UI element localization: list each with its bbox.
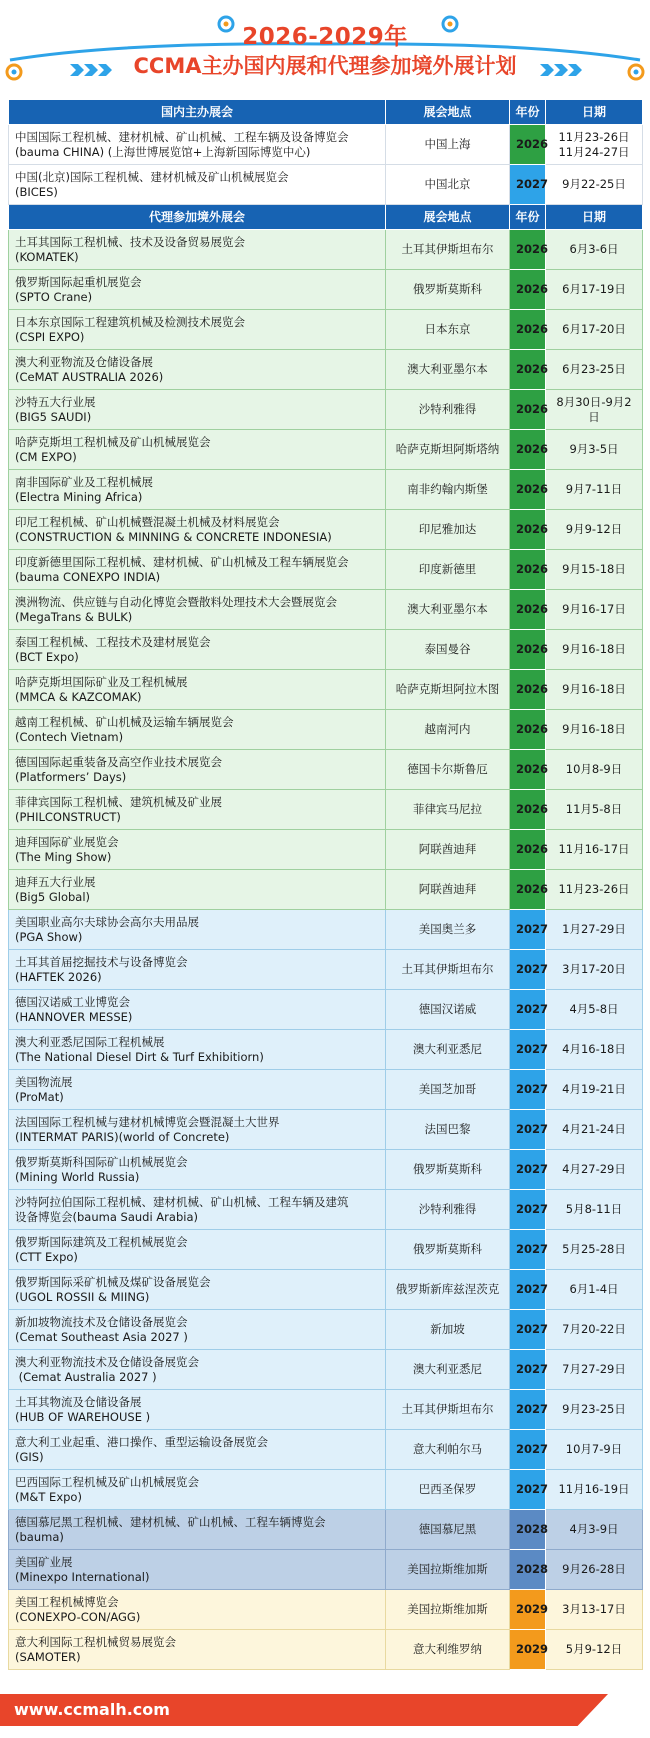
exhibition-year: 2026 (510, 390, 546, 430)
exhibition-name-en: (ProMat) (15, 1089, 64, 1104)
exhibition-place: 哈萨克斯坦阿斯塔纳 (386, 430, 510, 470)
exhibition-name (9, 910, 386, 950)
exhibition-year: 2026 (510, 630, 546, 670)
table-row (9, 1270, 643, 1310)
table-row (9, 350, 643, 390)
exhibition-name-en: (bauma CONEXPO INDIA) (15, 569, 161, 584)
exhibition-name-cn: 德国汉诺威工业博览会 (15, 995, 130, 1009)
exhibition-year: 2026 (510, 310, 546, 350)
exhibition-name (9, 165, 386, 205)
exhibition-name (9, 1150, 386, 1190)
exhibition-name-cn: 沙特阿拉伯国际工程机械、建材机械、矿山机械、工程车辆及建筑 (15, 1195, 349, 1209)
table-row (9, 510, 643, 550)
exhibition-name-cn: 美国职业高尔夫球协会高尔夫用品展 (15, 915, 199, 929)
exhibition-year: 2029 (510, 1590, 546, 1630)
column-header-year: 年份 (510, 100, 546, 125)
exhibition-year: 2026 (510, 125, 546, 165)
table-row (9, 1070, 643, 1110)
exhibition-name (9, 590, 386, 630)
exhibition-place: 俄罗斯莫斯科 (386, 1150, 510, 1190)
table-row (9, 590, 643, 630)
exhibition-year: 2026 (510, 510, 546, 550)
exhibition-date: 4月19-21日 (546, 1070, 643, 1110)
exhibition-name-cn: 澳大利亚物流技术及仓储设备展览会 (15, 1355, 199, 1369)
exhibition-year: 2027 (510, 910, 546, 950)
exhibition-name (9, 870, 386, 910)
exhibition-name (9, 310, 386, 350)
column-header-name: 国内主办展会 (9, 100, 386, 125)
exhibition-year: 2026 (510, 790, 546, 830)
exhibition-place: 澳大利亚悉尼 (386, 1350, 510, 1390)
exhibition-year: 2026 (510, 230, 546, 270)
exhibition-name (9, 950, 386, 990)
exhibition-date: 5月8-11日 (546, 1190, 643, 1230)
exhibition-place: 德国慕尼黑 (386, 1510, 510, 1550)
exhibition-place: 法国巴黎 (386, 1110, 510, 1150)
column-header-place: 展会地点 (386, 100, 510, 125)
exhibition-name (9, 1430, 386, 1470)
table-row (9, 310, 643, 350)
exhibition-place: 俄罗斯莫斯科 (386, 1230, 510, 1270)
exhibition-year: 2026 (510, 470, 546, 510)
exhibition-place: 土耳其伊斯坦布尔 (386, 950, 510, 990)
exhibition-date: 11月23-26日 (546, 870, 643, 910)
table-row (9, 390, 643, 430)
exhibition-name-en: (HAFTEK 2026) (15, 969, 102, 984)
exhibition-date: 5月9-12日 (546, 1630, 643, 1670)
exhibition-name-en: (PGA Show) (15, 929, 83, 944)
table-row (9, 1190, 643, 1230)
exhibition-table (8, 99, 643, 1670)
exhibition-name-cn: 南非国际矿业及工程机械展 (15, 475, 153, 489)
table-row (9, 1390, 643, 1430)
exhibition-place: 新加坡 (386, 1310, 510, 1350)
table-row (9, 1510, 643, 1550)
table-row (9, 550, 643, 590)
table-header-row (9, 205, 643, 230)
exhibition-name-en: (CSPI EXPO) (15, 329, 85, 344)
table-row (9, 870, 643, 910)
exhibition-name-cn: 俄罗斯莫斯科国际矿山机械展览会 (15, 1155, 188, 1169)
exhibition-name-cn: 新加坡物流技术及仓储设备展览会 (15, 1315, 188, 1329)
exhibition-place: 哈萨克斯坦阿拉木图 (386, 670, 510, 710)
table-row (9, 1310, 643, 1350)
exhibition-place: 泰国曼谷 (386, 630, 510, 670)
exhibition-date: 9月16-18日 (546, 630, 643, 670)
exhibition-year: 2028 (510, 1510, 546, 1550)
exhibition-year: 2027 (510, 1470, 546, 1510)
exhibition-name-cn: 日本东京国际工程建筑机械及检测技术展览会 (15, 315, 245, 329)
exhibition-year: 2026 (510, 750, 546, 790)
exhibition-name (9, 990, 386, 1030)
exhibition-name-en: (M&T Expo) (15, 1489, 82, 1504)
exhibition-name-cn: 巴西国际工程机械及矿山机械展览会 (15, 1475, 199, 1489)
exhibition-date: 6月17-19日 (546, 270, 643, 310)
exhibition-name (9, 1470, 386, 1510)
exhibition-name-cn: 土耳其首届挖掘技术与设备博览会 (15, 955, 188, 969)
exhibition-place: 意大利帕尔马 (386, 1430, 510, 1470)
table-row (9, 630, 643, 670)
exhibition-date: 5月25-28日 (546, 1230, 643, 1270)
exhibition-date: 9月15-18日 (546, 550, 643, 590)
exhibition-place: 沙特利雅得 (386, 390, 510, 430)
table-row (9, 950, 643, 990)
exhibition-place: 阿联酋迪拜 (386, 830, 510, 870)
exhibition-name-en: (Minexpo International) (15, 1569, 150, 1584)
exhibition-name-cn: 意大利工业起重、港口操作、重型运输设备展览会 (15, 1435, 268, 1449)
page-title: CCMA主办国内展和代理参加境外展计划 (133, 54, 517, 78)
column-header-date: 日期 (546, 100, 643, 125)
exhibition-name-cn: 菲律宾国际工程机械、建筑机械及矿业展 (15, 795, 222, 809)
exhibition-name (9, 1590, 386, 1630)
exhibition-name (9, 270, 386, 310)
table-row (9, 125, 643, 165)
exhibition-name-en: (MegaTrans & BULK) (15, 609, 133, 624)
exhibition-date: 4月27-29日 (546, 1150, 643, 1190)
exhibition-date: 9月16-17日 (546, 590, 643, 630)
exhibition-year: 2026 (510, 550, 546, 590)
exhibition-name-en: (Cemat Australia 2027 ) (15, 1369, 157, 1384)
exhibition-name-cn: 澳大利亚物流及仓储设备展 (15, 355, 153, 369)
exhibition-place: 中国北京 (386, 165, 510, 205)
table-row (9, 1470, 643, 1510)
exhibition-name-en: (CM EXPO) (15, 449, 77, 464)
table-row (9, 1030, 643, 1070)
exhibition-date: 9月22-25日 (546, 165, 643, 205)
exhibition-place: 印尼雅加达 (386, 510, 510, 550)
exhibition-name-en: (BICES) (15, 184, 58, 199)
exhibition-name-en: (GIS) (15, 1449, 44, 1464)
exhibition-name-cn: 德国国际起重装备及高空作业技术展览会 (15, 755, 222, 769)
exhibition-name (9, 350, 386, 390)
exhibition-place: 德国汉诺威 (386, 990, 510, 1030)
exhibition-place: 土耳其伊斯坦布尔 (386, 1390, 510, 1430)
exhibition-name (9, 550, 386, 590)
exhibition-name-en: (Contech Vietnam) (15, 729, 124, 744)
table-row (9, 270, 643, 310)
exhibition-date: 6月3-6日 (546, 230, 643, 270)
exhibition-name (9, 670, 386, 710)
exhibition-name (9, 390, 386, 430)
exhibition-place: 南非约翰内斯堡 (386, 470, 510, 510)
exhibition-name-cn: 俄罗斯国际采矿机械及煤矿设备展览会 (15, 1275, 211, 1289)
table-row (9, 1550, 643, 1590)
exhibition-name-en: (Electra Mining Africa) (15, 489, 143, 504)
exhibition-name-en: (INTERMAT PARIS)(world of Concrete) (15, 1129, 230, 1144)
exhibition-name (9, 750, 386, 790)
exhibition-name-cn: 印尼工程机械、矿山机械暨混凝土机械及材料展览会 (15, 515, 280, 529)
exhibition-year: 2026 (510, 590, 546, 630)
exhibition-year: 2026 (510, 670, 546, 710)
exhibition-name-en: (The Ming Show) (15, 849, 112, 864)
exhibition-year: 2027 (510, 1150, 546, 1190)
exhibition-name-en: (CONSTRUCTION & MINNING & CONCRETE INDONESIA) (15, 529, 332, 544)
exhibition-name-en: (UGOL ROSSII & MIING) (15, 1289, 150, 1304)
exhibition-name-en: (bauma CHINA) (上海世博展览馆+上海新国际博览中心) (15, 144, 311, 159)
exhibition-year: 2028 (510, 1550, 546, 1590)
exhibition-place: 巴西圣保罗 (386, 1470, 510, 1510)
exhibition-place: 印度新德里 (386, 550, 510, 590)
exhibition-year: 2029 (510, 1630, 546, 1670)
exhibition-date: 7月20-22日 (546, 1310, 643, 1350)
exhibition-name (9, 230, 386, 270)
table-row (9, 1590, 643, 1630)
page-title-years: 2026-2029年 (242, 24, 408, 50)
exhibition-name-en: (Cemat Southeast Asia 2027 ) (15, 1329, 188, 1344)
exhibition-date: 6月23-25日 (546, 350, 643, 390)
exhibition-name-cn: 沙特五大行业展 (15, 395, 96, 409)
exhibition-name-en: (Big5 Global) (15, 889, 91, 904)
table-header-row (9, 100, 643, 125)
exhibition-place: 美国拉斯维加斯 (386, 1550, 510, 1590)
table-row (9, 165, 643, 205)
exhibition-name (9, 1270, 386, 1310)
exhibition-name-cn: 澳洲物流、供应链与自动化博览会暨散料处理技术大会暨展览会 (15, 595, 337, 609)
exhibition-name-en: (The National Diesel Dirt & Turf Exhibitiorn) (15, 1049, 264, 1064)
exhibition-place: 俄罗斯新库兹涅茨克 (386, 1270, 510, 1310)
exhibition-name-en: 设备博览会(bauma Saudi Arabia) (15, 1209, 198, 1224)
exhibition-name-cn: 澳大利亚悉尼国际工程机械展 (15, 1035, 165, 1049)
exhibition-date: 6月1-4日 (546, 1270, 643, 1310)
exhibition-place: 中国上海 (386, 125, 510, 165)
exhibition-name-cn: 美国工程机械博览会 (15, 1595, 119, 1609)
exhibition-year: 2027 (510, 1110, 546, 1150)
exhibition-year: 2026 (510, 270, 546, 310)
exhibition-year: 2026 (510, 830, 546, 870)
exhibition-place: 澳大利亚墨尔本 (386, 350, 510, 390)
exhibition-name (9, 510, 386, 550)
table-row (9, 1230, 643, 1270)
column-header-date: 日期 (546, 205, 643, 230)
exhibition-year: 2027 (510, 1310, 546, 1350)
table-row (9, 790, 643, 830)
exhibition-place: 越南河内 (386, 710, 510, 750)
exhibition-year: 2027 (510, 1270, 546, 1310)
exhibition-name-en: (CeMAT AUSTRALIA 2026) (15, 369, 164, 384)
exhibition-name (9, 125, 386, 165)
exhibition-name (9, 1230, 386, 1270)
exhibition-date: 9月3-5日 (546, 430, 643, 470)
table-row (9, 1150, 643, 1190)
exhibition-name-cn: 德国慕尼黑工程机械、建材机械、矿山机械、工程车辆博览会 (15, 1515, 326, 1529)
exhibition-place: 沙特利雅得 (386, 1190, 510, 1230)
exhibition-date: 11月23-26日 11月24-27日 (546, 125, 643, 165)
table-row (9, 1430, 643, 1470)
exhibition-date: 8月30日-9月2日 (546, 390, 643, 430)
exhibition-name-en: (HANNOVER MESSE) (15, 1009, 133, 1024)
table-row (9, 990, 643, 1030)
exhibition-name (9, 1030, 386, 1070)
exhibition-year: 2027 (510, 1350, 546, 1390)
table-row (9, 910, 643, 950)
exhibition-name (9, 1110, 386, 1150)
website-link[interactable]: www.ccmalh.com (14, 1700, 170, 1719)
table-row (9, 1350, 643, 1390)
table-row (9, 1630, 643, 1670)
exhibition-name (9, 1070, 386, 1110)
table-row (9, 1110, 643, 1150)
exhibition-name-cn: 越南工程机械、矿山机械及运输车辆展览会 (15, 715, 234, 729)
exhibition-name-cn: 美国物流展 (15, 1075, 73, 1089)
exhibition-date: 3月17-20日 (546, 950, 643, 990)
exhibition-name-cn: 哈萨克斯坦工程机械及矿山机械展览会 (15, 435, 211, 449)
table-row (9, 430, 643, 470)
exhibition-name-cn: 俄罗斯国际建筑及工程机械展览会 (15, 1235, 188, 1249)
exhibition-name-en: (PHILCONSTRUCT) (15, 809, 121, 824)
exhibition-date: 7月27-29日 (546, 1350, 643, 1390)
exhibition-place: 美国芝加哥 (386, 1070, 510, 1110)
exhibition-name-cn: 印度新德里国际工程机械、建材机械、矿山机械及工程车辆展览会 (15, 555, 349, 569)
exhibition-date: 11月5-8日 (546, 790, 643, 830)
exhibition-name (9, 630, 386, 670)
exhibition-name-en: (HUB OF WAREHOUSE ) (15, 1409, 151, 1424)
exhibition-date: 6月17-20日 (546, 310, 643, 350)
exhibition-date: 10月8-9日 (546, 750, 643, 790)
exhibition-name-cn: 土耳其国际工程机械、技术及设备贸易展览会 (15, 235, 245, 249)
exhibition-place: 菲律宾马尼拉 (386, 790, 510, 830)
column-header-place: 展会地点 (386, 205, 510, 230)
exhibition-date: 9月7-11日 (546, 470, 643, 510)
exhibition-place: 德国卡尔斯鲁厄 (386, 750, 510, 790)
table-row (9, 710, 643, 750)
exhibition-name (9, 1510, 386, 1550)
table-row (9, 670, 643, 710)
exhibition-year: 2027 (510, 1070, 546, 1110)
exhibition-date: 10月7-9日 (546, 1430, 643, 1470)
exhibition-name-en: (MMCA & KAZCOMAK) (15, 689, 142, 704)
exhibition-name-cn: 土耳其物流及仓储设备展 (15, 1395, 142, 1409)
exhibition-year: 2027 (510, 165, 546, 205)
exhibition-place: 阿联酋迪拜 (386, 870, 510, 910)
exhibition-name-cn: 俄罗斯国际起重机展览会 (15, 275, 142, 289)
exhibition-year: 2027 (510, 990, 546, 1030)
exhibition-year: 2027 (510, 1230, 546, 1270)
exhibition-date: 9月26-28日 (546, 1550, 643, 1590)
exhibition-date: 9月23-25日 (546, 1390, 643, 1430)
exhibition-name-en: (KOMATEK) (15, 249, 79, 264)
exhibition-place: 澳大利亚悉尼 (386, 1030, 510, 1070)
exhibition-name-en: (BIG5 SAUDI) (15, 409, 92, 424)
exhibition-name (9, 430, 386, 470)
exhibition-name (9, 1390, 386, 1430)
page-header (0, 0, 650, 96)
exhibition-name-en: (SAMOTER) (15, 1649, 81, 1664)
exhibition-year: 2027 (510, 1390, 546, 1430)
exhibition-date: 3月13-17日 (546, 1590, 643, 1630)
exhibition-year: 2026 (510, 710, 546, 750)
exhibition-date: 9月16-18日 (546, 710, 643, 750)
exhibition-place: 日本东京 (386, 310, 510, 350)
exhibition-year: 2027 (510, 1190, 546, 1230)
table-row (9, 470, 643, 510)
table-row (9, 750, 643, 790)
exhibition-place: 土耳其伊斯坦布尔 (386, 230, 510, 270)
exhibition-name-en: (SPTO Crane) (15, 289, 93, 304)
exhibition-year: 2026 (510, 870, 546, 910)
exhibition-date: 4月21-24日 (546, 1110, 643, 1150)
exhibition-name (9, 830, 386, 870)
exhibition-name-en: (bauma) (15, 1529, 64, 1544)
exhibition-place: 美国拉斯维加斯 (386, 1590, 510, 1630)
exhibition-date: 1月27-29日 (546, 910, 643, 950)
exhibition-name-en: (BCT Expo) (15, 649, 79, 664)
exhibition-date: 4月16-18日 (546, 1030, 643, 1070)
exhibition-date: 9月16-18日 (546, 670, 643, 710)
exhibition-name (9, 710, 386, 750)
exhibition-date: 9月9-12日 (546, 510, 643, 550)
exhibition-name (9, 1350, 386, 1390)
exhibition-name (9, 1190, 386, 1230)
exhibition-year: 2026 (510, 430, 546, 470)
table-row (9, 830, 643, 870)
exhibition-name-en: (CTT Expo) (15, 1249, 78, 1264)
exhibition-date: 4月5-8日 (546, 990, 643, 1030)
column-header-year: 年份 (510, 205, 546, 230)
exhibition-name-cn: 迪拜国际矿业展览会 (15, 835, 119, 849)
column-header-name: 代理参加境外展会 (9, 205, 386, 230)
exhibition-place: 美国奥兰多 (386, 910, 510, 950)
exhibition-name-cn: 法国国际工程机械与建材机械博览会暨混凝土大世界 (15, 1115, 280, 1129)
exhibition-name-cn: 中国国际工程机械、建材机械、矿山机械、工程车辆及设备博览会 (15, 130, 349, 144)
exhibition-place: 俄罗斯莫斯科 (386, 270, 510, 310)
exhibition-name-cn: 中国(北京)国际工程机械、建材机械及矿山机械展览会 (15, 170, 289, 184)
exhibition-name-en: (CONEXPO-CON/AGG) (15, 1609, 141, 1624)
exhibition-name-en: (Platformers’ Days) (15, 769, 127, 784)
exhibition-year: 2027 (510, 1030, 546, 1070)
exhibition-name-cn: 迪拜五大行业展 (15, 875, 96, 889)
exhibition-name-en: (Mining World Russia) (15, 1169, 140, 1184)
exhibition-date: 11月16-19日 (546, 1470, 643, 1510)
exhibition-name (9, 1630, 386, 1670)
exhibition-name-cn: 美国矿业展 (15, 1555, 73, 1569)
exhibition-name (9, 470, 386, 510)
table-row (9, 230, 643, 270)
exhibition-name (9, 1310, 386, 1350)
exhibition-year: 2027 (510, 950, 546, 990)
exhibition-date: 4月3-9日 (546, 1510, 643, 1550)
exhibition-name (9, 790, 386, 830)
exhibition-year: 2026 (510, 350, 546, 390)
exhibition-name-cn: 意大利国际工程机械贸易展览会 (15, 1635, 176, 1649)
exhibition-place: 澳大利亚墨尔本 (386, 590, 510, 630)
exhibition-name-cn: 泰国工程机械、工程技术及建材展览会 (15, 635, 211, 649)
exhibition-name (9, 1550, 386, 1590)
exhibition-date: 11月16-17日 (546, 830, 643, 870)
exhibition-place: 意大利维罗纳 (386, 1630, 510, 1670)
exhibition-year: 2027 (510, 1430, 546, 1470)
footer (0, 1694, 650, 1726)
exhibition-name-cn: 哈萨克斯坦国际矿业及工程机械展 (15, 675, 188, 689)
